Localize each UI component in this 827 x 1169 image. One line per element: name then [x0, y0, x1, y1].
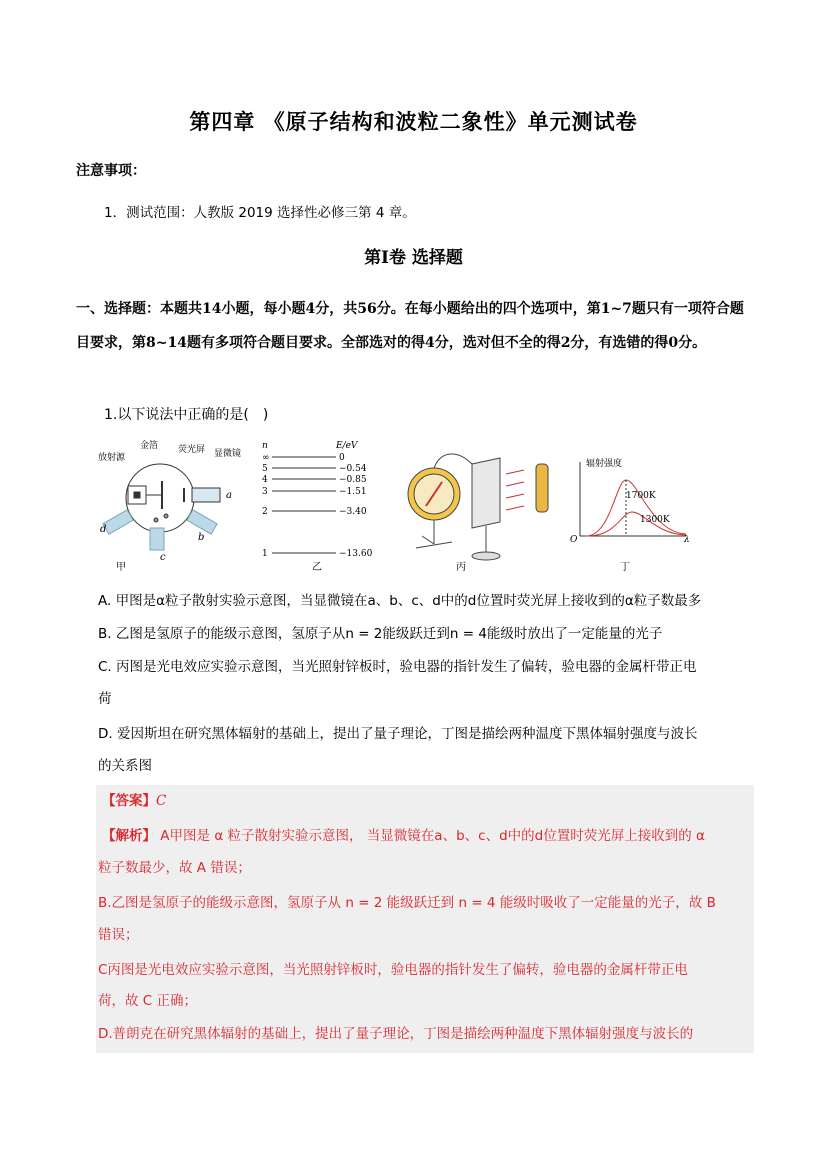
level-e-4: −0.85 [339, 475, 367, 485]
level-e-inf: 0 [339, 453, 345, 463]
ding-origin: O [570, 535, 578, 545]
option-c: C. 丙图是光电效应实验示意图，当光照射锌板时，验电器的指针发生了偏转，验电器的金属杆带正电 [98, 659, 697, 675]
analysis-label: 【解析】 [102, 828, 156, 844]
level-e-1: −13.60 [339, 549, 373, 559]
level-e-5: −0.54 [339, 464, 367, 474]
level-n-inf: ∞ [262, 453, 270, 463]
ding-xlabel: λ [684, 535, 690, 545]
instructions: 一、选择题：本题共14小题，每小题4分，共56分。在每小题给出的四个选项中，第1~7题只有一项符合题目要求，第8~14题有多项符合题目要求。全部选对的得4分，选对但不全的得2分，有选错的得0分。 [76, 301, 744, 351]
jia-label-foil: 金箔 [140, 441, 159, 451]
jia-label-source: 放射源 [98, 453, 126, 463]
notice-item: 1．测试范围：人教版 2019 选择性必修三第 4 章。 [104, 205, 416, 221]
level-n-3: 3 [262, 487, 268, 497]
jia-label-microscope: 显微镜 [214, 449, 242, 459]
jia-label-b: b [198, 532, 205, 543]
option-d: D. 爱因斯坦在研究黑体辐射的基础上，提出了量子理论，丁图是描绘两种温度下黑体辐射强度与波长 [98, 726, 698, 742]
answer-value: C [156, 793, 167, 809]
analysis-line-4: 错误； [98, 927, 139, 943]
yi-axis-n: n [262, 441, 268, 451]
analysis-line-7: D.普朗克在研究黑体辐射的基础上，提出了量子理论，丁图是描绘两种温度下黑体辐射强度与波长的 [98, 1026, 694, 1042]
bing-caption: 丙 [456, 562, 466, 573]
section-title: 第Ⅰ卷 选择题 [364, 248, 463, 268]
option-d-cont: 的关系图 [98, 758, 152, 774]
answer-line [102, 786, 166, 817]
energy-levels [272, 457, 336, 553]
analysis-line-6: 荷，故 C 正确； [98, 993, 198, 1009]
answer-label: 【答案】 [102, 793, 156, 809]
jia-caption: 甲 [116, 562, 126, 573]
question-stem: 1.以下说法中正确的是( ) [104, 407, 269, 423]
analysis-line-5: C丙图是光电效应实验示意图，当光照射锌板时，验电器的指针发生了偏转，验电器的金属杆带正电 [98, 962, 688, 978]
analysis-line-3: B.乙图是氢原子的能级示意图，氢原子从 n = 2 能级跃迁到 n = 4 能级时吸收了一定能量的光子，故 B [98, 895, 716, 911]
question-figure [96, 436, 696, 576]
ding-curve-1700: 1700K [626, 491, 656, 501]
jia-label-screen: 荧光屏 [178, 445, 206, 455]
jia-label-a: a [226, 490, 232, 501]
analysis-text-1: A甲图是 α 粒子散射实验示意图， 当显微镜在a、b、c、d中的d位置时荧光屏上接收到的 α [160, 828, 705, 844]
jia-label-c: c [160, 552, 166, 563]
analysis-line-1 [102, 821, 752, 852]
level-e-3: −1.51 [339, 487, 367, 497]
level-e-2: −3.40 [339, 507, 367, 517]
notice-heading: 注意事项： [76, 163, 146, 179]
yi-axis-e: E/eV [336, 441, 358, 451]
option-b: B. 乙图是氢原子的能级示意图，氢原子从n = 2能级跃迁到n = 4能级时放出了一定能量的光子 [98, 626, 663, 642]
ding-ylabel: 辐射强度 [586, 459, 623, 469]
yi-caption: 乙 [312, 562, 322, 573]
level-n-1: 1 [262, 549, 268, 559]
option-c-cont: 荷 [98, 691, 112, 707]
ding-caption: 丁 [620, 562, 630, 573]
figure-bing [408, 454, 548, 560]
ding-curve-1300: 1300K [640, 515, 670, 525]
level-n-2: 2 [262, 507, 268, 517]
option-a: A. 甲图是α粒子散射实验示意图，当显微镜在a、b、c、d中的d位置时荧光屏上接收到的α粒子数最多 [98, 593, 702, 609]
analysis-line-2: 粒子数最少，故 A 错误； [98, 860, 251, 876]
level-n-5: 5 [262, 464, 268, 474]
level-n-4: 4 [262, 475, 268, 485]
page-title: 第四章 《原子结构和波粒二象性》单元测试卷 [189, 109, 638, 134]
jia-label-d: d [100, 524, 107, 535]
